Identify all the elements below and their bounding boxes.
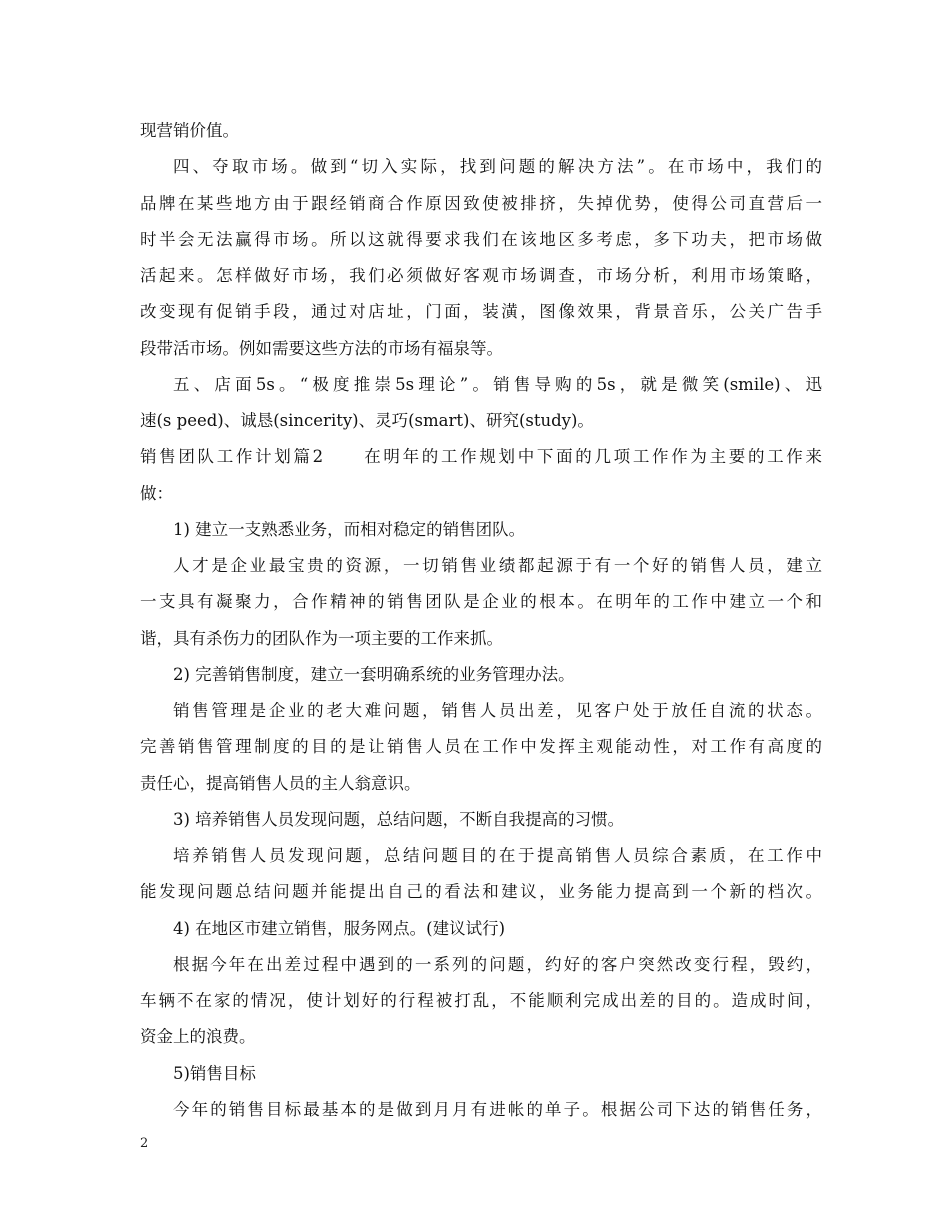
text-line: 3) 培养销售人员发现问题，总结问题，不断自我提高的习惯。 (173, 809, 625, 829)
text-line: 销售团队工作计划篇2 在明年的工作规划中下面的几项工作作为主要的工作来 (140, 447, 822, 467)
document-body (140, 113, 822, 1128)
text-line: 根据今年在出差过程中遇到的一系列的问题，约好的客户突然改变行程，毁约， (173, 954, 822, 974)
text-line: 培养销售人员发现问题，总结问题目的在于提高销售人员综合素质，在工作中 (173, 846, 822, 865)
text-line: 四、夺取市场。做到“切入实际，找到问题的解决方法”。在市场中，我们的 (173, 157, 822, 177)
page-number: 2 (140, 1136, 149, 1151)
text-line: 车辆不在家的情况，使计划好的行程被打乱，不能顺利完成出差的目的。造成时间， (140, 991, 822, 1010)
text-line: 活起来。怎样做好市场，我们必须做好客观市场调查，市场分析，利用市场策略， (140, 266, 822, 285)
text-line: 1) 建立一支熟悉业务，而相对稳定的销售团队。 (173, 519, 526, 539)
text-line: 现营销价值。 (140, 121, 239, 140)
text-line: 人才是企业最宝贵的资源，一切销售业绩都起源于有一个好的销售人员，建立 (173, 556, 822, 575)
text-line: 能发现问题总结问题并能提出自己的看法和建议，业务能力提高到一个新的档次。 (140, 882, 822, 902)
text-line: 资金上的浪费。 (140, 1027, 256, 1047)
text-line: 4) 在地区市建立销售，服务网点。(建议试行) (173, 918, 506, 938)
text-line: 谐，具有杀伤力的团队作为一项主要的工作来抓。 (140, 628, 503, 648)
text-line: 品牌在某些地方由于跟经销商合作原因致使被排挤，失掉优势，使得公司直营后一 (140, 193, 822, 213)
text-line: 完善销售管理制度的目的是让销售人员在工作中发挥主观能动性，对工作有高度的 (140, 737, 822, 757)
text-line: 时半会无法赢得市场。所以这就得要求我们在该地区多考虑，多下功夫，把市场做 (140, 229, 822, 249)
text-line: 今年的销售目标最基本的是做到月月有进帐的单子。根据公司下达的销售任务， (173, 1099, 822, 1119)
text-line: 销售管理是企业的老大难问题，销售人员出差，见客户处于放任自流的状态。 (173, 701, 822, 720)
text-line: 2) 完善销售制度，建立一套明确系统的业务管理办法。 (173, 664, 575, 684)
text-line: 改变现有促销手段，通过对店址，门面，装潢，图像效果，背景音乐，公关广告手 (140, 302, 822, 322)
text-line: 速(s peed)、诚恳(sincerity)、灵巧(smart)、研究(study)。 (140, 411, 594, 430)
text-line: 5)销售目标 (173, 1063, 256, 1083)
text-line: 五、店面5s。“极度推崇5s理论”。销售导购的5s，就是微笑(smile)、迅 (173, 374, 822, 394)
text-line: 一支具有凝聚力，合作精神的销售团队是企业的根本。在明年的工作中建立一个和 (140, 592, 822, 612)
text-line: 做： (140, 483, 173, 503)
text-line: 段带活市场。例如需要这些方法的市场有福泉等。 (140, 338, 503, 358)
text-line: 责任心，提高销售人员的主人翁意识。 (140, 773, 421, 793)
